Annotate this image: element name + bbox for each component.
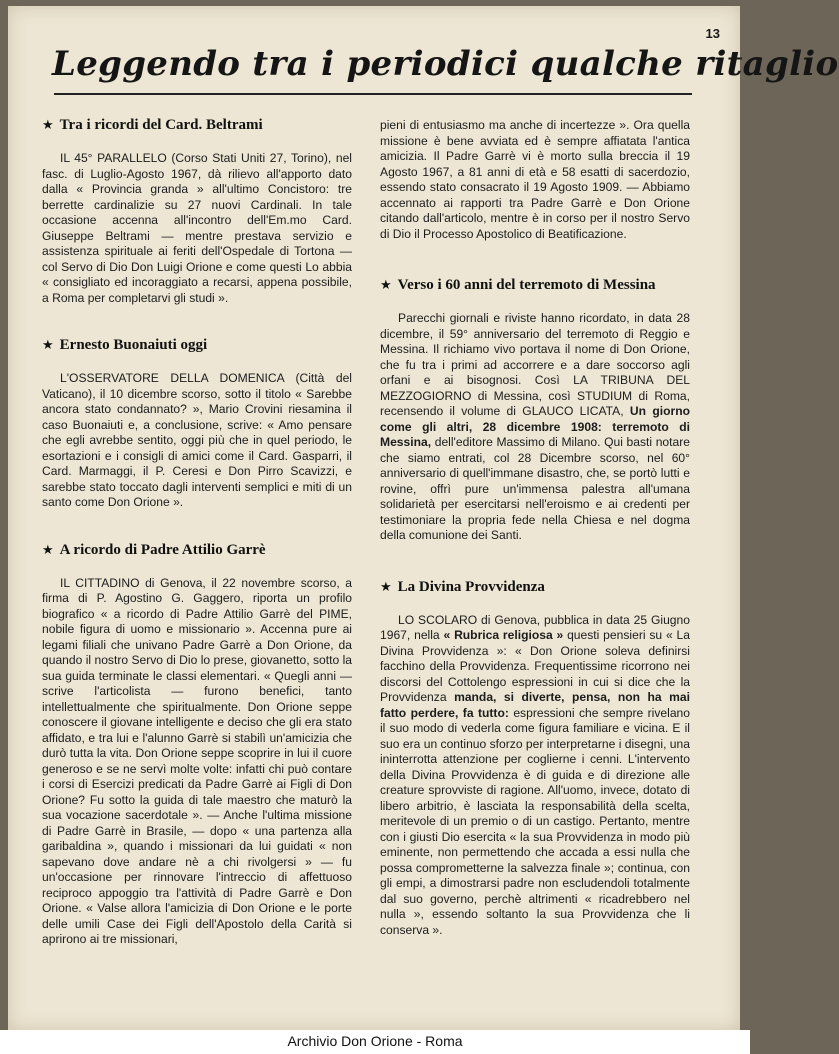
article-messina-text: dell'editore Massimo di Milano. Qui basti notare che siamo entrati, col 28 Dicembre scorso, nel 60° anniversario di quell'immane disastro, che, se portò lutti e rovine, offrì pure un'immensa palestra all'umana solidarietà per esercitarsi nell'eroismo e ai credenti per testimoniare la propria fede nella Chiesa e nel dogma della comunione dei Santi. bbox=[380, 435, 690, 542]
left-column bbox=[42, 116, 352, 948]
article-provvidenza-text: espressioni che sempre rivelano il suo modo di vederla come figura familiare e vicina. E il suo era un continuo sforzo per interpretarne i disegni, una ininterrotta attenzione per coglierne i cenni. L'intervento della Divina Provvidenza è di guida e di direzione alle creature sprovviste di ragione. All'uomo, invece, dotato di libero arbitrio, è lasciata la responsabilità della scelta, meritevole di un premio o di un castigo. Pertanto, mentre con i giusti Dio esercita « la sua Provvidenza in modo più eminente, non permettendo che accada a essi nulla che possa comprometterne la salvezza finale »; continua, con gli empi, a dimostrarsi padre non escludendoli totalmente dal suo governo, perchè altrimenti « ricadrebbero nel nulla », essendo soltanto la sua Provvidenza che li conserva ». bbox=[380, 705, 691, 937]
emphasis-text: manda, si diverte, pensa, non ha mai fatto perdere, fa tutto: bbox=[380, 690, 690, 720]
section-spacer bbox=[42, 511, 352, 541]
article-buonaiuti-body: L'OSSERVATORE DELLA DOMENICA (Città del Vaticano), il 10 dicembre scorso, sotto il titolo « Sarebbe ancora stato condannato? », Mario Crovini riesamina il caso Buonaiuti e, a conclusione, scrive: « Amo pensare che egli avrebbe sentito, oggi più che in quel periodo, le esortazioni e i consigli di amici come il Card. Gasparri, il Card. Marmaggi, il P. Ceresi e Don Pirro Scavizzi, e sarebbe stato toccato dagli interventi semplici e miti di un santo come Don Orione ». bbox=[42, 371, 352, 509]
section-heading-provvidenza bbox=[380, 578, 690, 597]
article-beltrami-body: IL 45° PARALLELO (Corso Stati Uniti 27, Torino), nel fasc. di Luglio-Agosto 1967, dà rilievo all'apporto dato dalla « Provincia granda » all'ultimo Concistoro: tre berrette cardinalizie su 27 nuovi Cardinali. In tale occasione accenna all'incontro dell'Em.mo Card. Giuseppe Beltrami — mentre prestava servizio e assistenza spirituale ai feriti dell'Ospedale di Tortona — col Servo di Dio Don Luigi Orione e come questi Lo abbia « consigliato ed incoraggiato a recarsi, appena possibile, a Roma per completarvi gli studi ». bbox=[42, 151, 352, 305]
section-heading-text: Ernesto Buonaiuti oggi bbox=[59, 337, 208, 353]
article-garre-continuation: pieni di entusiasmo ma anche di incertezze ». Ora quella missione è bene avviata ed è sempre affiatata l'antica amicizia. Il Padre Garrè vi è morto sulla breccia il 19 Agosto 1967, a 81 anni di età e 58 esatti di sacerdozio, essendo stato consacrato il 19 Agosto 1909. — Abbiamo accennato ai rapporti tra Padre Garrè e Don Orione citando dall'articolo, mentre è in corso per il nostro Servo di Dio il Processo Apostolico di Beatificazione. bbox=[380, 118, 690, 241]
section-heading-text: A ricordo di Padre Attilio Garrè bbox=[59, 541, 266, 558]
article-provvidenza-text: LO SCOLARO di Genova, pubblica in data 25 Giugno 1967, nella bbox=[380, 612, 690, 642]
section-heading-beltrami bbox=[42, 116, 352, 135]
section-spacer bbox=[380, 544, 690, 578]
section-spacer bbox=[42, 306, 352, 336]
star-icon: ★ bbox=[42, 542, 54, 558]
article-provvidenza-body bbox=[380, 613, 690, 939]
section-heading-messina bbox=[380, 276, 690, 295]
section-heading-text: Verso i 60 anni del terremoto di Messina bbox=[397, 277, 656, 293]
section-heading-text: Tra i ricordi del Card. Beltrami bbox=[59, 117, 263, 133]
section-heading-garre bbox=[42, 541, 352, 560]
article-provvidenza-text: questi pensieri su « La Divina Provvidenza »: « Don Orione soleva definirsi facchino della Provvidenza. Frequentissime ricorrono nei discorsi del Cottolengo espressioni in cui si dice che la Provvidenza bbox=[380, 628, 690, 704]
star-icon: ★ bbox=[380, 579, 392, 595]
section-spacer bbox=[380, 242, 690, 276]
star-icon: ★ bbox=[42, 118, 54, 133]
title-divider bbox=[54, 93, 692, 95]
page-title: Leggendo tra i periodici qualche ritaglio bbox=[52, 44, 839, 84]
star-icon: ★ bbox=[380, 278, 392, 293]
article-messina-body bbox=[380, 311, 690, 544]
right-column bbox=[380, 118, 690, 938]
book-title: Un giorno come gli altri, 28 dicembre 1908: terremoto di Messina, bbox=[380, 404, 690, 449]
article-messina-text: Parecchi giornali e riviste hanno ricordato, in data 28 dicembre, il 59° anniversario del terremoto di Reggio e Messina. Il richiamo vivo portava il nome di Don Orione, che fu tra i primi ad accorrere e a dare soccorso agli orfani e ai bisognosi. Così LA TRIBUNA DEL MEZZOGIORNO di Messina, così STUDIUM di Roma, recensendo il volume di GLAUCO LICATA, bbox=[380, 311, 690, 418]
section-heading-buonaiuti bbox=[42, 336, 352, 355]
page-number: 13 bbox=[705, 26, 720, 41]
section-heading-text: La Divina Provvidenza bbox=[397, 578, 545, 595]
star-icon: ★ bbox=[42, 338, 54, 353]
archive-footer: Archivio Don Orione - Roma bbox=[287, 1033, 463, 1049]
article-garre-body: IL CITTADINO di Genova, il 22 novembre scorso, a firma di P. Agostino G. Gaggero, riporta un profilo biografico « a ricordo di Padre Attilio Garrè del PIME, nobile figura di uomo e missionario ». Accenna pure ai legami filiali che univano Padre Garrè a Don Orione, da quando il nostro Servo di Dio lo prese, giovanetto, sotto la sua guida terminate le classi elementari. « Quegli anni — scrive l'articolista — furono benefici, tanto intellettualmente che spiritualmente. Don Orione seppe conoscere il giovane intelligente e deciso che gli era stato affidato, e tra lui e l'alunno Garrè si stabilì un'amicizia che durò tutta la vita. Don Orione seppe scoprire in lui il cuore generoso e se ne servì molte volte: infatti chi può contare i corsi di Esercizi predicati da Padre Garrè ai Figli di Don Orione? Fu sotto la guida di tale maestro che maturò la sua vocazione sacerdotale ». — Anche l'ultima missione di Padre Garrè in Brasile, — dopo « una partenza alla garibaldina », quando i missionari da lui guidati « non sapevano dove andare nè a chi rivolgersi » — fu un'occasione per rinnovare l'intreccio di affettuoso reciproco appoggio tra l'attività di Padre Garrè e Don Orione. « Valse allora l'amicizia di Don Orione e le porte delle umili Case dei Figli dell'Apostolo della Carità si aprirono ai tre missionari, bbox=[42, 575, 352, 946]
rubric-name: « Rubrica religiosa » bbox=[443, 628, 564, 642]
